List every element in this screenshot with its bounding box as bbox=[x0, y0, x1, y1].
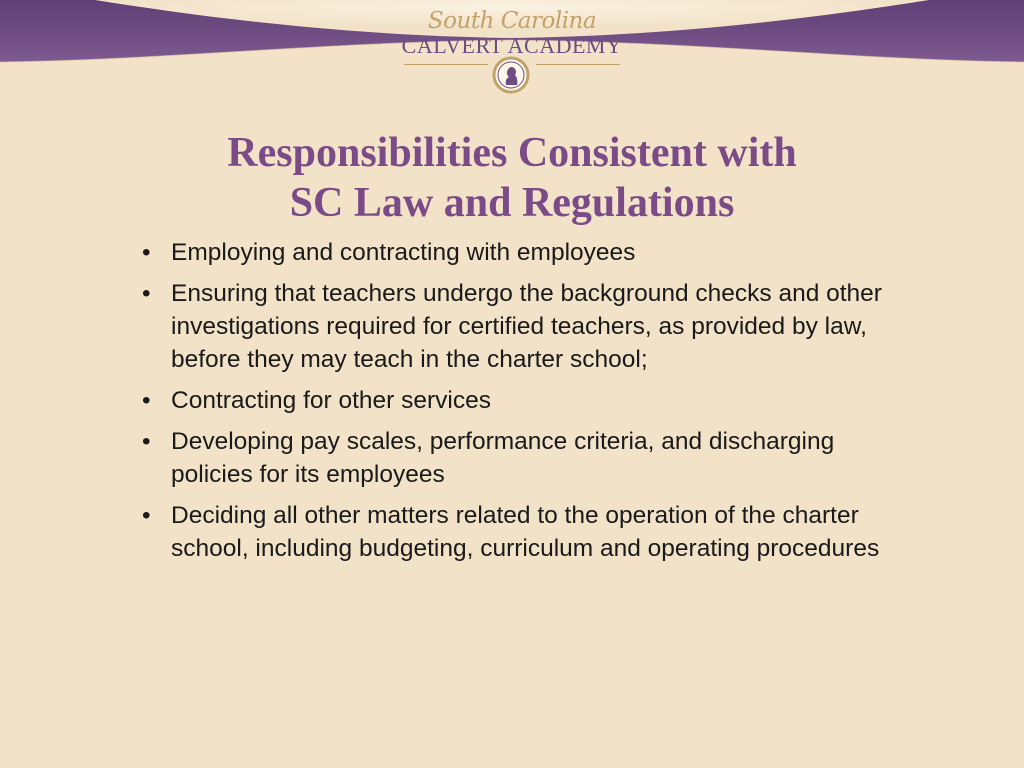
bullet-text: Deciding all other matters related to the operation of the charter school, including budgeting, curriculum and operating procedures bbox=[171, 502, 880, 562]
bullet-text: Contracting for other services bbox=[171, 387, 491, 414]
bullet-dot-icon: • bbox=[142, 428, 151, 455]
bullet-dot-icon: • bbox=[142, 502, 151, 529]
bullet-text: Developing pay scales, performance criteria, and discharging policies for its employees bbox=[171, 428, 835, 488]
slide-title bbox=[0, 128, 1024, 228]
logo-rule-right bbox=[536, 64, 620, 65]
bullet-dot-icon: • bbox=[142, 387, 151, 414]
logo-name-text: CALVERT ACADEMY bbox=[401, 33, 623, 58]
bullet-dot-icon: • bbox=[142, 280, 151, 307]
slide-title-line-2: SC Law and Regulations bbox=[289, 180, 735, 226]
cameo-medallion-icon bbox=[492, 56, 530, 94]
slide-title-line-1: Responsibilities Consistent with bbox=[227, 130, 797, 176]
bullet-item bbox=[140, 499, 920, 565]
bullet-dot-icon: • bbox=[142, 239, 151, 266]
bullet-item bbox=[140, 384, 920, 417]
school-logo bbox=[392, 8, 632, 98]
bullet-item bbox=[140, 236, 920, 269]
bullet-item bbox=[140, 425, 920, 491]
logo-rule-left bbox=[404, 64, 488, 65]
bullet-item bbox=[140, 277, 920, 376]
logo-script-text: South Carolina bbox=[427, 8, 597, 34]
bullet-text: Ensuring that teachers undergo the background checks and other investigations required for certified teachers, as provided by law, before they may teach in the charter school; bbox=[171, 280, 882, 373]
bullet-text: Employing and contracting with employees bbox=[171, 239, 636, 266]
bullet-list bbox=[140, 236, 920, 573]
